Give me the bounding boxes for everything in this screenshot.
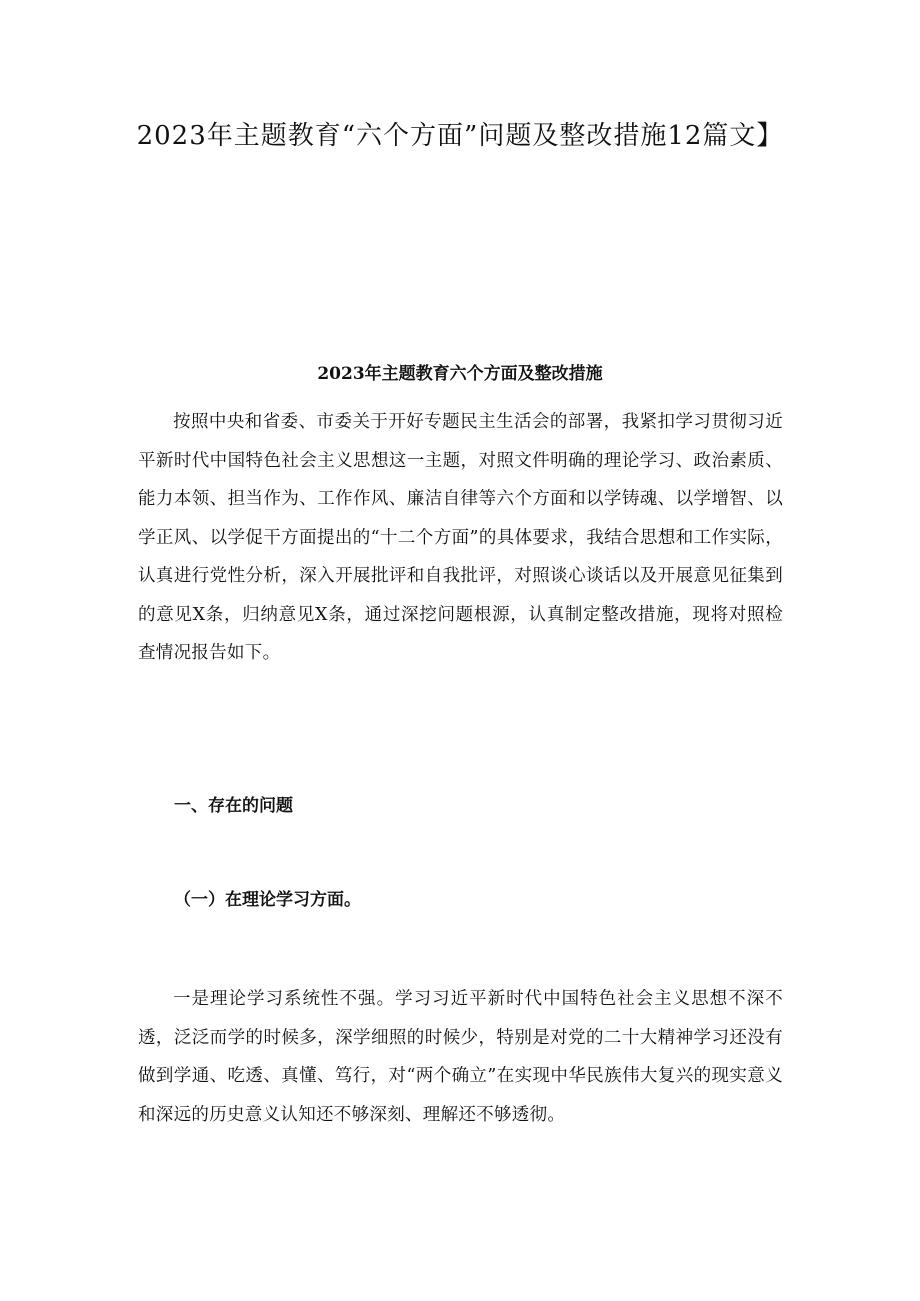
intro-paragraph: 按照中央和省委、市委关于开好专题民主生活会的部署，我紧扣学习贯彻习近平新时代中国特色社会主义思想这一主题，对照文件明确的理论学习、政治素质、能力本领、担当作为、工作作风、廉洁自律等六个方面和以学铸魂、以学增智、以学正风、以学促干方面提出的“十二个方面”的具体要求，我结合思想和工作实际，认真进行党性分析，深入开展批评和自我批评，对照谈心谈话以及开展意见征集到的意见X条，归纳意见X条，通过深挖问题根源，认真制定整改措施，现将对照检查情况报告如下。 <box>138 412 783 663</box>
document-title: 2023年主题教育“六个方面”问题及整改措施12篇文】 <box>136 121 784 151</box>
section-heading: 2023年主题教育六个方面及整改措施 <box>317 364 603 384</box>
theory-study-paragraph: 一是理论学习系统性不强。学习习近平新时代中国特色社会主义思想不深不透，泛泛而学的时候多，深学细照的时候少，特别是对党的二十大精神学习还没有做到学通、吃透、真懂、笃行，对“两个确立”在实现中华民族伟大复兴的现实意义和深远的历史意义认知还不够深刻、理解还不够透彻。 <box>138 989 783 1125</box>
heading-theory-study: （一）在理论学习方面。 <box>174 890 361 910</box>
heading-existing-problems: 一、存在的问题 <box>174 796 293 816</box>
